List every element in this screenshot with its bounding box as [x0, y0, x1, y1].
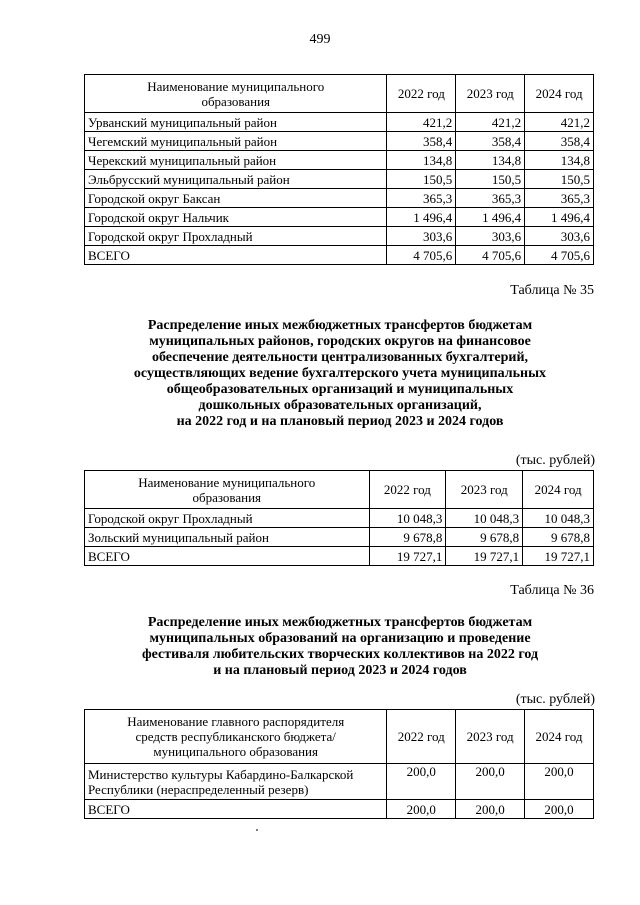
table-36-unit: (тыс. рублей) [515, 692, 595, 707]
cell-value: 303,6 [456, 227, 525, 246]
column-header: Наименование муниципального образования [85, 75, 387, 113]
table-35 [84, 470, 594, 566]
cell-value: 303,6 [525, 227, 594, 246]
title-line: муниципальных образований на организацию и проведение [149, 631, 531, 646]
cell-value: 358,4 [456, 132, 525, 151]
cell-name: Зольский муниципальный район [85, 528, 370, 547]
cell-value: 200,0 [456, 800, 525, 819]
cell-name: ВСЕГО [85, 800, 387, 819]
title-line: общеобразовательных организаций и муниципальных [166, 382, 514, 397]
table-continuation [84, 74, 594, 265]
column-header: 2022 год [369, 471, 446, 509]
table-total-row [85, 547, 594, 566]
cell-value: 303,6 [387, 227, 456, 246]
title-line: дошкольных образовательных организаций, [198, 398, 482, 413]
table-35-unit: (тыс. рублей) [515, 453, 595, 468]
cell-value: 4 705,6 [387, 246, 456, 265]
cell-value: 1 496,4 [456, 208, 525, 227]
column-header: 2023 год [456, 75, 525, 113]
table-header-row [85, 710, 594, 764]
table-row [85, 528, 594, 547]
scan-speck [256, 829, 258, 831]
cell-name: Урванский муниципальный район [85, 113, 387, 132]
cell-value: 421,2 [456, 113, 525, 132]
cell-value: 150,5 [387, 170, 456, 189]
cell-value: 358,4 [387, 132, 456, 151]
table-row [85, 151, 594, 170]
cell-name: Черекский муниципальный район [85, 151, 387, 170]
column-header: 2022 год [387, 75, 456, 113]
title-line: обеспечение деятельности централизованных бухгалтерий, [151, 350, 529, 365]
cell-value: 200,0 [387, 764, 456, 800]
table-total-row [85, 800, 594, 819]
cell-value: 358,4 [525, 132, 594, 151]
title-line: и на плановый период 2023 и 2024 годов [213, 663, 467, 678]
table-row [85, 113, 594, 132]
cell-value: 9 678,8 [523, 528, 594, 547]
cell-value: 365,3 [456, 189, 525, 208]
title-line: Распределение иных межбюджетных трансфертов бюджетам [147, 318, 533, 333]
cell-value: 1 496,4 [525, 208, 594, 227]
cell-value: 10 048,3 [446, 509, 523, 528]
column-header: 2023 год [456, 710, 525, 764]
cell-value: 150,5 [525, 170, 594, 189]
page-number: 499 [309, 32, 331, 47]
table-total-row [85, 246, 594, 265]
cell-name: Городской округ Прохладный [85, 509, 370, 528]
cell-value: 1 496,4 [387, 208, 456, 227]
table-row [85, 208, 594, 227]
table-36-caption: Таблица № 36 [510, 583, 594, 598]
column-header: 2024 год [525, 710, 594, 764]
cell-value: 134,8 [387, 151, 456, 170]
cell-value: 19 727,1 [446, 547, 523, 566]
cell-value: 9 678,8 [369, 528, 446, 547]
cell-name: Городской округ Баксан [85, 189, 387, 208]
cell-value: 150,5 [456, 170, 525, 189]
column-header: 2024 год [523, 471, 594, 509]
cell-value: 200,0 [525, 800, 594, 819]
cell-value: 134,8 [456, 151, 525, 170]
cell-value: 10 048,3 [523, 509, 594, 528]
table-row [85, 227, 594, 246]
table-row [85, 764, 594, 800]
cell-name: ВСЕГО [85, 547, 370, 566]
cell-name: Городской округ Нальчик [85, 208, 387, 227]
title-line: фестиваля любительских творческих коллективов на 2022 год [141, 647, 539, 662]
cell-name: ВСЕГО [85, 246, 387, 265]
cell-value: 421,2 [525, 113, 594, 132]
cell-value: 4 705,6 [525, 246, 594, 265]
cell-value: 200,0 [525, 764, 594, 800]
column-header: 2023 год [446, 471, 523, 509]
table-header-row [85, 471, 594, 509]
cell-value: 365,3 [387, 189, 456, 208]
cell-name: Чегемский муниципальный район [85, 132, 387, 151]
table-36 [84, 709, 594, 819]
table-row [85, 132, 594, 151]
table-header-row [85, 75, 594, 113]
cell-value: 4 705,6 [456, 246, 525, 265]
cell-name: Городской округ Прохладный [85, 227, 387, 246]
title-line: Распределение иных межбюджетных трансфертов бюджетам [147, 615, 533, 630]
cell-value: 10 048,3 [369, 509, 446, 528]
table-row [85, 509, 594, 528]
column-header: Наименование главного распорядителя средств республиканского бюджета/ муниципального образования [85, 710, 387, 764]
table-35-caption: Таблица № 35 [510, 283, 594, 298]
cell-value: 365,3 [525, 189, 594, 208]
table-35-title [90, 318, 590, 430]
title-line: муниципальных районов, городских округов на финансовое [149, 334, 531, 349]
cell-value: 19 727,1 [523, 547, 594, 566]
title-line: на 2022 год и на плановый период 2023 и 2024 годов [176, 414, 504, 429]
cell-name: Эльбрусский муниципальный район [85, 170, 387, 189]
table-row [85, 189, 594, 208]
cell-value: 9 678,8 [446, 528, 523, 547]
table-36-title [90, 615, 590, 679]
column-header: 2022 год [387, 710, 456, 764]
cell-name: Министерство культуры Кабардино-Балкарской Республики (нераспределенный резерв) [85, 764, 387, 800]
cell-value: 421,2 [387, 113, 456, 132]
column-header: Наименование муниципального образования [85, 471, 370, 509]
cell-value: 19 727,1 [369, 547, 446, 566]
table-row [85, 170, 594, 189]
title-line: осуществляющих ведение бухгалтерского учета муниципальных [133, 366, 547, 381]
column-header: 2024 год [525, 75, 594, 113]
cell-value: 134,8 [525, 151, 594, 170]
cell-value: 200,0 [387, 800, 456, 819]
cell-value: 200,0 [456, 764, 525, 800]
